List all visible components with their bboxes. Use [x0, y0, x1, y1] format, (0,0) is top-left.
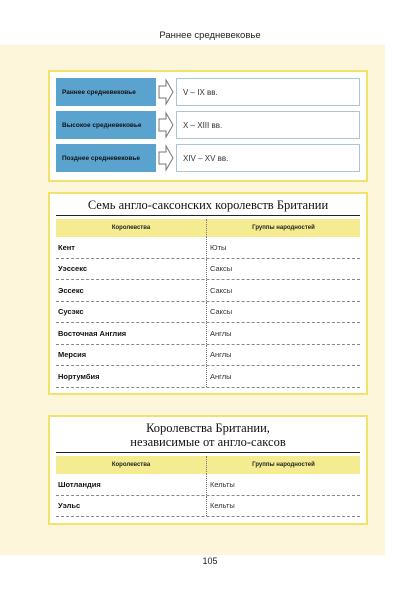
table-title-line-1: Королевства Британии,	[146, 421, 270, 435]
period-value: V – IX вв.	[176, 78, 360, 106]
arrow-right-icon	[158, 144, 174, 172]
table-header-row	[56, 456, 360, 474]
kingdom-cell: Кент	[58, 242, 75, 252]
period-row-early	[56, 78, 360, 106]
table-row	[56, 496, 360, 518]
anglo-saxon-kingdoms-table	[48, 192, 368, 395]
people-cell: Кельты	[206, 474, 360, 495]
kingdom-cell: Сусэкс	[58, 307, 84, 317]
kingdom-cell: Шотландия	[58, 479, 101, 489]
page-header-title: Раннее средневековье	[159, 30, 261, 41]
kingdom-cell: Восточная Англия	[58, 328, 127, 338]
independent-kingdoms-table	[48, 415, 368, 525]
table-row	[56, 323, 360, 345]
people-cell: Саксы	[206, 280, 360, 301]
kingdom-cell: Уэссекс	[58, 264, 88, 274]
table-row	[56, 302, 360, 324]
table-row	[56, 366, 360, 388]
kingdom-cell: Мерсия	[58, 350, 87, 360]
table-row	[56, 259, 360, 281]
people-cell: Англы	[206, 323, 360, 344]
people-cell: Саксы	[206, 259, 360, 280]
table-row	[56, 280, 360, 302]
kingdom-cell: Уэльс	[58, 501, 81, 511]
table-title-line-2: независимые от англо-саксов	[130, 435, 286, 449]
arrow-right-icon	[158, 111, 174, 139]
column-header-peoples: Группы народностей	[206, 456, 360, 474]
period-label: Раннее средневековье	[56, 78, 156, 106]
kingdom-cell: Нортумбия	[58, 371, 100, 381]
column-header-kingdoms: Королевства	[111, 462, 151, 468]
people-cell: Саксы	[206, 302, 360, 323]
table-title	[56, 417, 360, 453]
period-row-late	[56, 144, 360, 172]
table-row	[56, 474, 360, 496]
table-row	[56, 237, 360, 259]
column-header-peoples: Группы народностей	[206, 219, 360, 237]
period-label: Позднее средневековье	[56, 144, 156, 172]
kingdom-cell: Эссекс	[58, 285, 84, 295]
period-value: XIV – XV вв.	[176, 144, 360, 172]
arrow-right-icon	[158, 78, 174, 106]
people-cell: Англы	[206, 345, 360, 366]
period-value: X – XIII вв.	[176, 111, 360, 139]
periods-box	[48, 70, 368, 182]
table-row	[56, 345, 360, 367]
people-cell: Юты	[206, 237, 360, 258]
period-label: Высокое средневековье	[56, 111, 156, 139]
table-header-row	[56, 219, 360, 237]
people-cell: Кельты	[206, 496, 360, 517]
table-title: Семь англо-саксонских королевств Британии	[56, 194, 360, 216]
column-header-kingdoms: Королевства	[111, 225, 151, 231]
people-cell: Англы	[206, 366, 360, 387]
period-row-high	[56, 111, 360, 139]
page-number: 105	[202, 556, 218, 566]
